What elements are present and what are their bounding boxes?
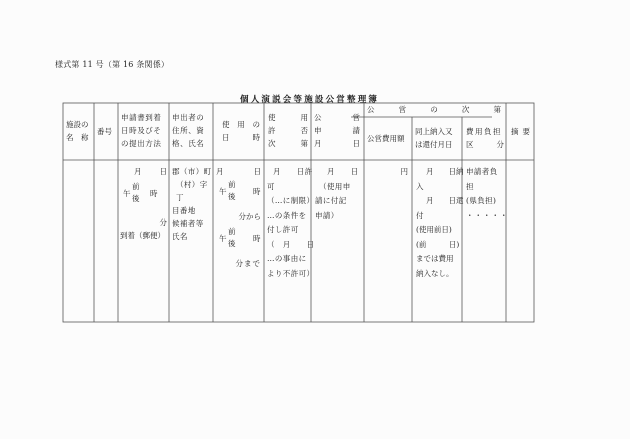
- header-line: 費用負担: [466, 127, 502, 136]
- header-char: 用: [300, 113, 308, 122]
- month-label: 月: [216, 167, 224, 176]
- header-char: 次: [461, 105, 470, 114]
- header-char: 区: [466, 140, 474, 149]
- refund-line: (使用前日): [416, 225, 452, 234]
- header-char: 使: [268, 113, 276, 122]
- pm-label: 後: [228, 239, 236, 248]
- request-line: 請に付記: [315, 196, 347, 205]
- header-usage-datetime: [222, 118, 260, 144]
- burden-line: (県負担): [466, 196, 497, 205]
- address-line: 郡（市）町: [172, 167, 212, 176]
- hour-label: 時: [253, 187, 261, 196]
- month-label: 月: [134, 167, 142, 176]
- permission-line: （…に制限）: [267, 196, 315, 205]
- header-line: 日時及びそ: [121, 126, 162, 135]
- header-line: 同上納入又: [415, 127, 453, 136]
- header-char: 申: [314, 126, 322, 135]
- header-line: の提出方法: [121, 139, 162, 148]
- am-label: 前: [228, 180, 236, 189]
- refund-line: 月 日納: [426, 167, 464, 176]
- name-line: 氏名: [172, 232, 188, 241]
- cell-permission: [267, 165, 315, 281]
- header-permission: [268, 111, 308, 150]
- header-cost-burden: [466, 125, 504, 151]
- burden-line: 担: [466, 181, 474, 191]
- am-label: 前: [132, 182, 140, 191]
- permission-line: …の条件を: [267, 210, 307, 220]
- to-label: 分まで: [235, 259, 261, 268]
- hour-label: 時: [253, 234, 261, 243]
- gozen-prefix: 午: [123, 189, 131, 198]
- refund-line: 納入なし。: [416, 268, 454, 278]
- cell-refund: [416, 165, 464, 281]
- cell-application-arrival: [120, 165, 167, 242]
- cell-applicant: [172, 165, 212, 243]
- hour-label: 時: [150, 189, 158, 198]
- permission-line: より不許可）: [267, 268, 315, 278]
- header-char: 請: [352, 126, 360, 135]
- header-line: 格、氏名: [172, 139, 205, 148]
- pm-label: 後: [228, 192, 236, 201]
- permission-line: 可: [267, 181, 275, 191]
- header-number: 番号: [97, 127, 112, 136]
- header-char: 摘: [511, 127, 519, 136]
- table-title: 個人演説会等施設公営整理簿: [240, 95, 380, 105]
- header-char: 公: [367, 105, 375, 114]
- header-line: は還付月日: [415, 140, 453, 149]
- header-public-process: [367, 103, 501, 116]
- header-char: 時: [252, 133, 260, 142]
- header-char: 第: [493, 105, 501, 114]
- header-char: 次: [268, 139, 276, 148]
- header-line: 申出者の: [172, 113, 205, 122]
- cell-cost-burden: [466, 165, 509, 223]
- header-char: 使: [222, 120, 230, 129]
- header-char: の: [252, 120, 260, 129]
- from-label: 分から: [238, 212, 261, 221]
- header-char: 公: [314, 113, 322, 122]
- header-applicant: [172, 111, 212, 150]
- pm-label: 後: [132, 194, 140, 203]
- gozen-prefix: 午: [219, 187, 227, 196]
- am-label: 前: [228, 227, 236, 236]
- day-label: 日: [253, 167, 261, 176]
- arrival-method: 到着（郵便）: [120, 231, 165, 240]
- header-public-cost: 公営費用額: [367, 134, 405, 143]
- header-char: 日: [352, 139, 360, 148]
- gozen-prefix: 午: [219, 234, 227, 243]
- request-line: 月 日: [327, 167, 359, 176]
- header-char: 日: [222, 133, 230, 142]
- candidate-line: 候補者等: [172, 219, 204, 228]
- header-refund-date: [415, 125, 461, 151]
- header-char: 月: [314, 139, 322, 148]
- header-char: 第: [300, 139, 308, 148]
- permission-line: （ 月 日: [267, 239, 315, 249]
- burden-line: 申請者負: [466, 167, 498, 176]
- address-line: （村）字丁: [176, 180, 208, 202]
- cell-public-request: [315, 165, 362, 223]
- header-public-request: [314, 111, 360, 150]
- refund-line: までは費用: [416, 254, 454, 263]
- header-line: 申請書到着: [121, 113, 162, 122]
- request-line: 申請）: [315, 210, 339, 220]
- header-char: 要: [522, 127, 530, 136]
- cell-public-cost: 円: [400, 167, 408, 176]
- header-char: 否: [300, 126, 308, 135]
- header-line: 住所、資: [172, 126, 205, 135]
- header-char: 用: [237, 120, 245, 129]
- header-char: 営: [398, 105, 407, 114]
- refund-line: (前 日): [416, 239, 460, 249]
- minute-label: 分: [159, 218, 167, 227]
- header-remarks: [511, 125, 530, 138]
- header-char: 営: [352, 113, 360, 122]
- permission-line: 月 日許: [273, 167, 313, 176]
- address-line: 目番地: [172, 206, 196, 215]
- cell-usage-datetime: [216, 165, 261, 270]
- request-line: （使用申: [319, 181, 351, 191]
- refund-line: 月 日還: [426, 196, 464, 205]
- header-line: 施設の: [66, 120, 89, 129]
- permission-line: …の事由に: [267, 254, 307, 263]
- header-char: の: [430, 105, 438, 114]
- refund-line: 入: [416, 181, 424, 191]
- header-facility-name: [66, 118, 92, 144]
- burden-line: ・・・・・: [466, 210, 509, 220]
- form-number-label: 様式第 11 号（第 16 条関係）: [55, 60, 170, 69]
- refund-line: 付: [416, 210, 424, 220]
- header-char: 分: [496, 140, 504, 149]
- permission-line: 付し許可: [267, 225, 299, 234]
- header-line: 名 称: [66, 133, 89, 142]
- header-char: 許: [268, 126, 276, 135]
- day-label: 日: [159, 167, 167, 176]
- header-application-arrival: [121, 111, 168, 150]
